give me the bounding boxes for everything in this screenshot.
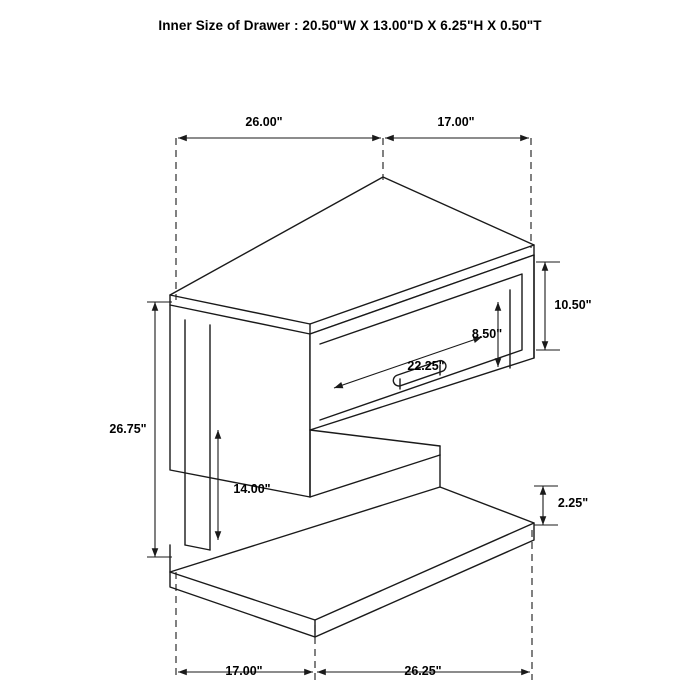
dimension-label-bottom-left-width: 17.00" [225, 664, 263, 678]
cabinet-left-side [170, 305, 310, 497]
dimension-label-top-left-width: 26.00" [245, 115, 283, 129]
dimension-label-base-thickness: 2.25" [557, 496, 589, 510]
dimension-label-right-upper-height: 10.50" [554, 298, 592, 312]
base-shelf [170, 455, 534, 637]
dimension-label-overall-height: 26.75" [109, 422, 147, 436]
dimension-label-leg-clearance-height: 14.00" [233, 482, 271, 496]
left-leg [185, 320, 210, 550]
cabinet-bottom-edge [310, 430, 440, 497]
page-title: Inner Size of Drawer : 20.50"W X 13.00"D X 6.25"H X 0.50"T [158, 18, 542, 33]
dimension-label-top-right-width: 17.00" [437, 115, 475, 129]
dimension-label-bottom-right-width: 26.25" [404, 664, 442, 678]
dimension-label-drawer-front-width: 22.25" [407, 359, 445, 373]
dimension-label-drawer-front-height: 8.50" [471, 327, 503, 341]
